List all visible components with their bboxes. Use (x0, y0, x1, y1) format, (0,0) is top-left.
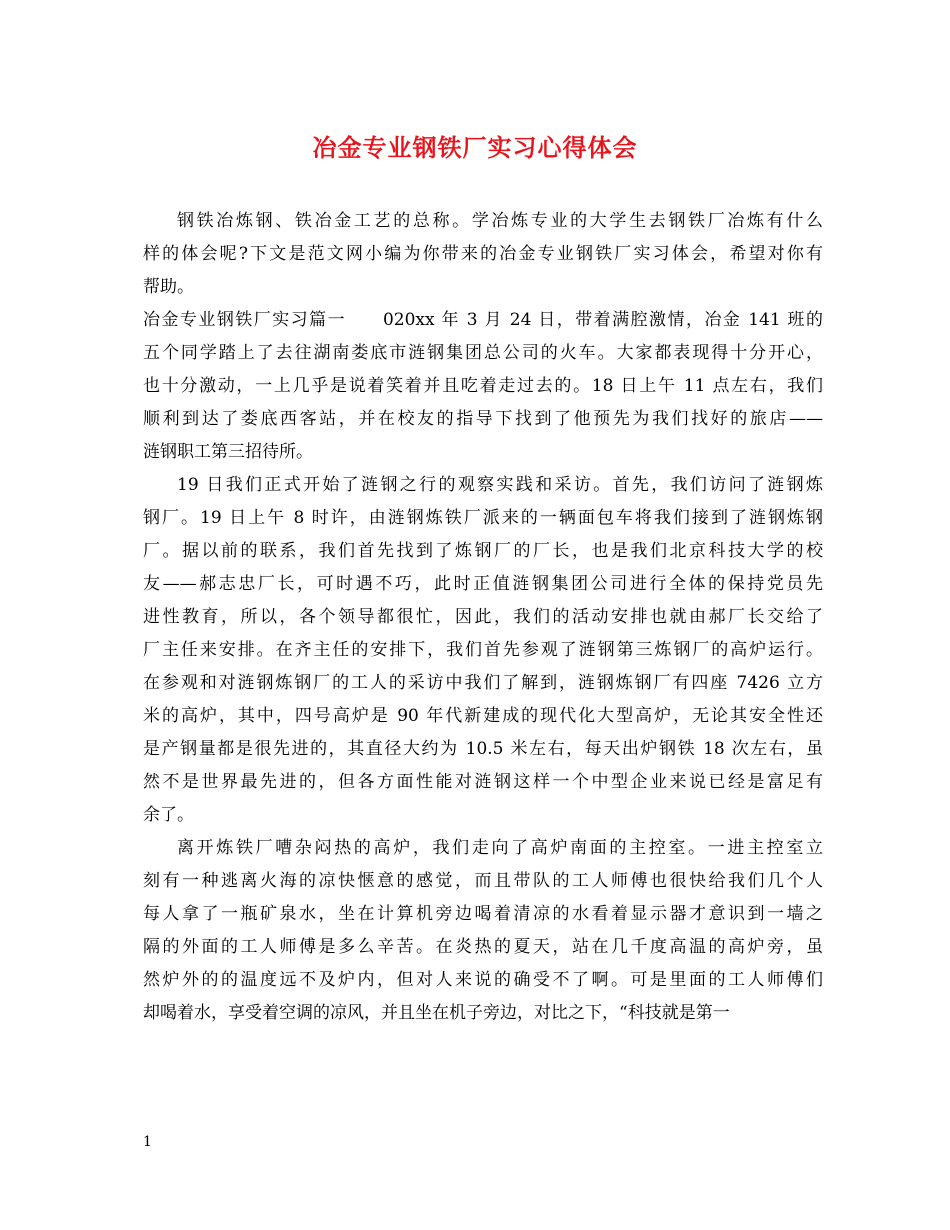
paragraph (143, 469, 823, 832)
paragraph-line: 冶金专业钢铁厂实习篇一 020xx 年 3 月 24 日，带着满腔激情，冶金 141 班的 (143, 310, 823, 330)
paragraph-line: 刻有一种逃离火海的凉快惬意的感觉，而且带队的工人师傅也很快给我们几个人 (143, 871, 823, 891)
paragraph (143, 205, 823, 304)
paragraph (143, 304, 823, 469)
paragraph-line: 五个同学踏上了去往湖南娄底市涟钢集团总公司的火车。大家都表现得十分开心， (143, 343, 823, 363)
paragraph-line: 在参观和对涟钢炼钢厂的工人的采访中我们了解到，涟钢炼钢厂有四座 7426 立方 (143, 673, 823, 693)
document-title: 冶金专业钢铁厂实习心得体会 (312, 133, 638, 162)
paragraph-line: 钢厂。19 日上午 8 时许，由涟钢炼铁厂派来的一辆面包车将我们接到了涟钢炼钢 (143, 508, 823, 528)
paragraph-line: 样的体会呢?下文是范文网小编为你带来的冶金专业钢铁厂实习体会，希望对你有 (143, 244, 823, 264)
paragraph-line: 然不是世界最先进的，但各方面性能对涟钢这样一个中型企业来说已经是富足有 (143, 772, 823, 792)
paragraph-line: 米的高炉，其中，四号高炉是 90 年代新建成的现代化大型高炉，无论其安全性还 (143, 706, 823, 726)
paragraph (143, 832, 823, 1030)
paragraph-line: 涟钢职工第三招待所。 (143, 442, 313, 462)
page-number: 1 (143, 1134, 152, 1150)
paragraph-line: 厂主任来安排。在齐主任的安排下，我们首先参观了涟钢第三炼钢厂的高炉运行。 (143, 640, 823, 660)
paragraph-line: 19 日我们正式开始了涟钢之行的观察实践和采访。首先，我们访问了涟钢炼 (177, 475, 823, 495)
paragraph-line: 余了。 (143, 805, 194, 825)
paragraph-line: 进性教育，所以，各个领导都很忙，因此，我们的活动安排也就由郝厂长交给了 (143, 607, 823, 627)
paragraph-line: 是产钢量都是很先进的，其直径大约为 10.5 米左右，每天出炉钢铁 18 次左右，虽 (143, 739, 823, 759)
paragraph-line: 然炉外的的温度远不及炉内，但对人来说的确受不了啊。可是里面的工人师傅们 (143, 970, 823, 990)
document-body (143, 205, 823, 1030)
paragraph-line: 顺利到达了娄底西客站，并在校友的指导下找到了他预先为我们找好的旅店—— (143, 409, 823, 429)
paragraph-line: 却喝着水，享受着空调的凉风，并且坐在机子旁边，对比之下，“科技就是第一 (143, 1003, 730, 1023)
paragraph-line: 也十分激动，一上几乎是说着笑着并且吃着走过去的。18 日上午 11 点左右，我们 (143, 376, 823, 396)
paragraph-line: 离开炼铁厂嘈杂闷热的高炉，我们走向了高炉南面的主控室。一进主控室立 (177, 838, 823, 858)
paragraph-line: 友——郝志忠厂长，可时遇不巧，此时正值涟钢集团公司进行全体的保持党员先 (143, 574, 823, 594)
paragraph-line: 每人拿了一瓶矿泉水，坐在计算机旁边喝着清凉的水看着显示器才意识到一墙之 (143, 904, 823, 924)
paragraph-line: 帮助。 (143, 277, 194, 297)
paragraph-line: 厂。据以前的联系，我们首先找到了炼钢厂的厂长，也是我们北京科技大学的校 (143, 541, 823, 561)
paragraph-line: 隔的外面的工人师傅是多么辛苦。在炎热的夏天，站在几千度高温的高炉旁，虽 (143, 937, 823, 957)
paragraph-line: 钢铁冶炼钢、铁冶金工艺的总称。学冶炼专业的大学生去钢铁厂冶炼有什么 (177, 211, 823, 231)
